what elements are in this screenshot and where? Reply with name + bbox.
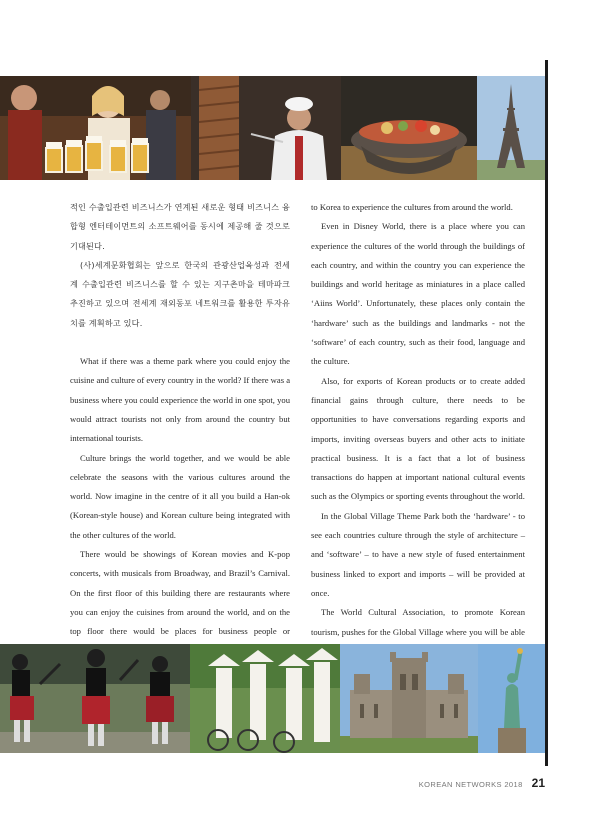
kebab-chef-photo [191, 76, 341, 180]
english-paragraph: Also, for exports of Korean products or to create added financial gains through culture, there needs to be opportunities to have conversations regarding exports and imports, inviting overseas buyers and other acts to initiate practical business. It is a fact that a lot of business transactions do happen at important national cultural events such as the Olympics or sporting events throughout the world. [311, 375, 525, 502]
english-paragraph: What if there was a theme park where you could enjoy the cuisine and culture of every country in the world? If there was a business where you could experience the world in one spot, you would attract tourists not only from around the country but international tourists. [70, 356, 291, 444]
english-paragraph: to Korea to experience the cultures from around the world. [311, 202, 513, 212]
food-pot-photo [341, 76, 477, 180]
eiffel-tower-photo [477, 76, 545, 180]
english-paragraph: Culture brings the world together, and we would be able celebrate the seasons with the various cultures around the world. Now imagine in the centre of it all you build a Han-ok (Korean-style house) and Korean culture being integrated with the other cultures of the world. [70, 452, 290, 540]
top-photo-strip [0, 76, 545, 180]
page-edge-rule [545, 60, 548, 766]
right-text-column [311, 198, 525, 700]
magazine-name: KOREAN NETWORKS 2018 [418, 780, 523, 789]
english-paragraph: There would be showings of Korean movies and K-pop concerts, with musicals from Broadway, and Brazil’s Carnival. On the first floor of this building there are restaurants where you can enjoy the cuisines from around the world, and on the top floor there would be places for business people or [70, 549, 290, 637]
english-paragraph: In the Global Village Theme Park both the ‘hardware’ - to see each countries culture through the style of architecture – and ‘software’ – to have a new style of fused entertainment business linked to export and imports – will be provided at once. [311, 510, 525, 598]
korean-paragraph: 적인 수출입관련 비즈니스가 연계된 새로운 형태 비즈니스 융합형 엔터테이먼트의 소프트웨어를 동시에 제공해 줄 것으로 기대된다. [70, 202, 290, 251]
left-text-column [70, 198, 290, 699]
statue-of-liberty-photo [478, 644, 545, 753]
korean-paragraph: (사)세계문화협회는 앞으로 한국의 관광산업육성과 전세계 수출입관련 비즈니스를 할 수 있는 지구촌마을 테마파크 추진하고 있으며 전세계 재외동포 네트워크를 활용한 투자유치를 계획하고 있다. [70, 259, 290, 328]
page-number: 21 [531, 776, 545, 790]
beer-festival-photo [0, 76, 191, 180]
bottom-photo-strip [0, 644, 545, 753]
cathedral-photo [340, 644, 478, 753]
page-footer [419, 776, 545, 790]
vietnamese-ao-dai-photo [190, 644, 340, 753]
english-paragraph: Even in Disney World, there is a place where you can experience the cultures of the world through the buildings of each country, and within the country you can experience the buildings and world heritage as miniatures in a place called ‘Aiins World’. Unfortunately, these places only contain the ‘hardware’ such as the buildings and landmarks - not the ‘software’ of each country, such as their food, language and the culture. [311, 221, 525, 367]
english-paragraph: The World Cultural Association, to promote Korean tourism, pushes for the Global Village where you will be able [311, 607, 525, 637]
scottish-bagpipers-photo [0, 644, 190, 753]
